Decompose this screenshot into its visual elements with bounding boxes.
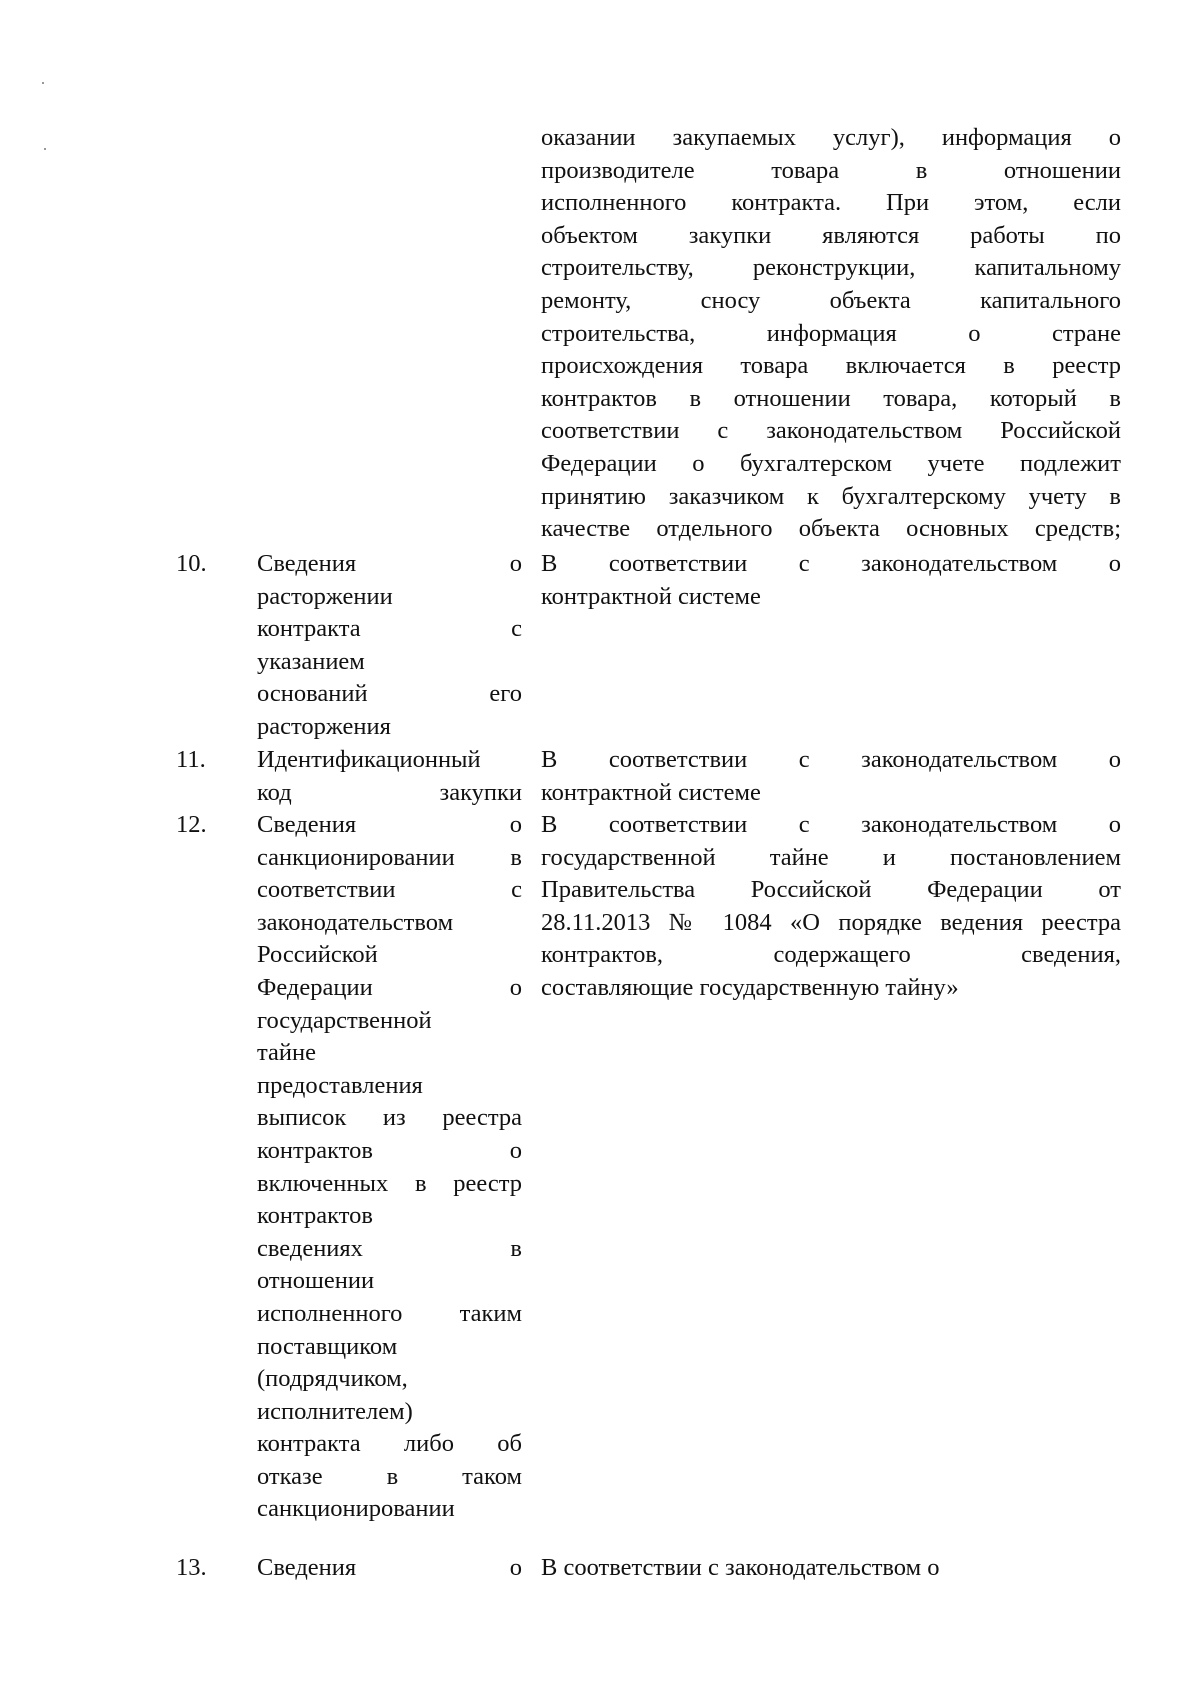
text-line: оказании закупаемых услуг), информация о <box>541 124 1121 151</box>
text-line: контракта либо об <box>257 1430 522 1458</box>
row-description <box>541 809 1121 1005</box>
text-line: код закупки <box>257 778 522 806</box>
row-number: 11. <box>176 746 206 773</box>
text-line: Федерации о бухгалтерском учете подлежит <box>541 449 1121 477</box>
text-line: выписок из реестра <box>257 1104 522 1132</box>
text-line: государственной тайне и постановлением <box>541 843 1121 871</box>
text-line: соответствии с <box>257 876 522 904</box>
text-line: (подрядчиком, <box>257 1365 408 1393</box>
text-line: санкционировании <box>257 1495 455 1523</box>
text-line: контрактной системе <box>541 582 761 610</box>
row-description <box>541 744 1121 809</box>
text-line: В соответствии с законодательством о <box>541 811 1121 838</box>
text-line: ремонту, сносу объекта капитального <box>541 286 1121 314</box>
text-line: объектом закупки являются работы по <box>541 221 1121 249</box>
text-line: В соответствии с законодательством о <box>541 1554 940 1581</box>
row-number: 13. <box>176 1554 207 1581</box>
text-line: строительства, информация о стране <box>541 319 1121 347</box>
text-line: контрактов о <box>257 1136 522 1164</box>
text-line: отказе в таком <box>257 1462 522 1490</box>
text-line: контрактов в отношении товара, который в <box>541 384 1121 412</box>
text-line: исполненного контракта. При этом, если <box>541 189 1121 217</box>
continuation-text <box>541 122 1121 546</box>
text-line: Федерации о <box>257 973 522 1001</box>
row-name <box>257 744 522 809</box>
text-line: производителе товара в отношении <box>541 156 1121 184</box>
scan-speck <box>44 148 46 150</box>
text-line: В соответствии с законодательством о <box>541 746 1121 773</box>
row-name <box>257 809 522 1526</box>
row-number: 12. <box>176 811 207 838</box>
text-line: принятию заказчиком к бухгалтерскому учету в <box>541 482 1121 510</box>
text-line: 28.11.2013 № 1084 «О порядке ведения реестра <box>541 908 1121 936</box>
text-line: Сведения о <box>257 1554 522 1581</box>
row-number: 10. <box>176 550 207 577</box>
text-line: Сведения о <box>257 811 522 838</box>
text-line: сведениях в <box>257 1234 522 1262</box>
text-line: Правительства Российской Федерации от <box>541 876 1121 904</box>
text-line: строительству, реконструкции, капитальному <box>541 254 1121 282</box>
text-line: контрактов, содержащего сведения, <box>541 941 1121 969</box>
text-line: указанием <box>257 647 365 675</box>
row-description <box>541 548 1121 613</box>
row-name <box>257 548 522 744</box>
text-line: санкционировании в <box>257 843 522 871</box>
text-line: тайне <box>257 1039 316 1067</box>
text-line: Российской <box>257 941 378 969</box>
text-line: исполненного таким <box>257 1299 522 1327</box>
scan-speck <box>42 82 44 84</box>
text-line: контракта с <box>257 615 522 643</box>
row-name <box>257 1552 522 1585</box>
text-line: расторжении <box>257 582 393 610</box>
text-line: поставщиком <box>257 1332 398 1360</box>
text-line: предоставления <box>257 1071 423 1099</box>
text-line: оснований его <box>257 680 522 708</box>
text-line: соответствии с законодательством Российской <box>541 417 1121 445</box>
text-line: расторжения <box>257 712 391 740</box>
text-line: контрактов <box>257 1202 373 1230</box>
text-line: Идентификационный <box>257 746 481 773</box>
text-line: отношении <box>257 1267 375 1295</box>
text-line: составляющие государственную тайну» <box>541 973 959 1001</box>
text-line: законодательством <box>257 908 454 936</box>
text-line: исполнителем) <box>257 1397 413 1425</box>
text-line: контрактной системе <box>541 778 761 806</box>
text-line: качестве отдельного объекта основных средств; <box>541 515 1121 543</box>
text-line: Сведения о <box>257 550 522 577</box>
text-line: В соответствии с законодательством о <box>541 550 1121 577</box>
text-line: государственной <box>257 1006 432 1034</box>
text-line: включенных в реестр <box>257 1169 522 1197</box>
text-line: происхождения товара включается в реестр <box>541 352 1121 380</box>
row-description <box>541 1552 1121 1585</box>
